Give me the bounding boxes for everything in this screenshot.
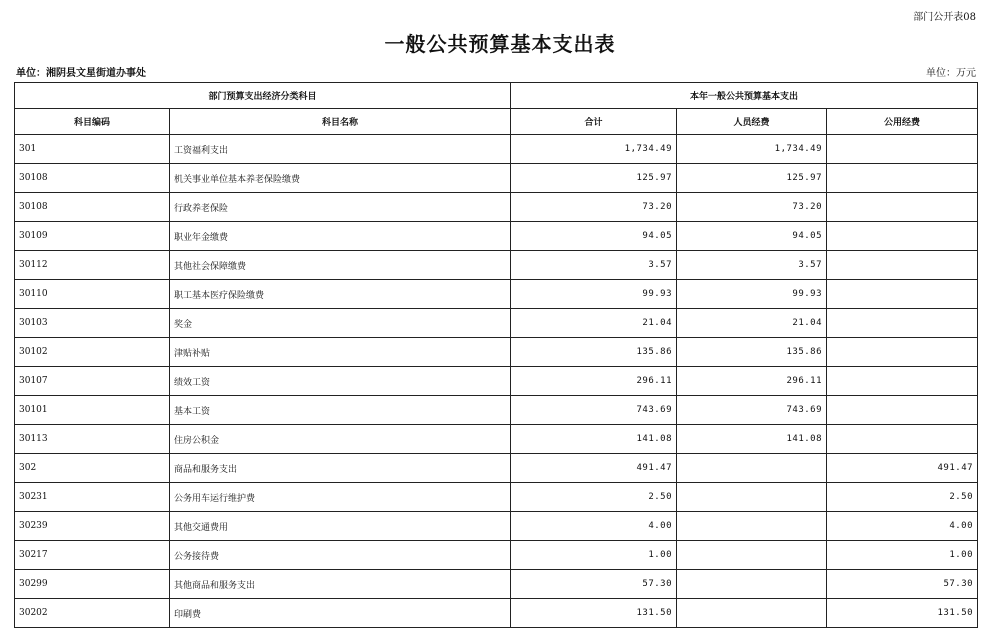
cell-code: 30112 [15,251,170,280]
cell-code: 301 [15,135,170,164]
cell-personnel [677,541,827,570]
table-row [15,135,978,164]
cell-public [827,367,978,396]
cell-name: 职业年金缴费 [170,222,511,251]
cell-code: 30108 [15,164,170,193]
table-row [15,570,978,599]
cell-code: 30217 [15,541,170,570]
cell-public [827,193,978,222]
cell-code: 30110 [15,280,170,309]
cell-public [827,164,978,193]
table-row [15,222,978,251]
cell-personnel: 743.69 [677,396,827,425]
cell-name: 印刷费 [170,599,511,628]
cell-name: 职工基本医疗保险缴费 [170,280,511,309]
table-row [15,309,978,338]
cell-name: 住房公积金 [170,425,511,454]
cell-personnel: 94.05 [677,222,827,251]
cell-total: 141.08 [511,425,677,454]
cell-name: 机关事业单位基本养老保险缴费 [170,164,511,193]
cell-total: 57.30 [511,570,677,599]
cell-personnel [677,512,827,541]
cell-public [827,222,978,251]
cell-total: 743.69 [511,396,677,425]
cell-public [827,135,978,164]
cell-total: 21.04 [511,309,677,338]
page-title: 一般公共预算基本支出表 [384,32,616,56]
cell-personnel: 99.93 [677,280,827,309]
table-row [15,599,978,628]
cell-public [827,280,978,309]
cell-public: 491.47 [827,454,978,483]
cell-total: 99.93 [511,280,677,309]
column-header-total: 合计 [511,109,677,135]
cell-code: 30108 [15,193,170,222]
cell-total: 2.50 [511,483,677,512]
cell-personnel: 73.20 [677,193,827,222]
table-row [15,396,978,425]
cell-personnel [677,570,827,599]
cell-public [827,396,978,425]
cell-total: 1,734.49 [511,135,677,164]
cell-public [827,425,978,454]
cell-code: 30107 [15,367,170,396]
cell-code: 30102 [15,338,170,367]
cell-public: 4.00 [827,512,978,541]
cell-public [827,338,978,367]
table-row [15,454,978,483]
cell-total: 491.47 [511,454,677,483]
cell-code: 30239 [15,512,170,541]
table-row [15,512,978,541]
cell-total: 4.00 [511,512,677,541]
cell-code: 302 [15,454,170,483]
cell-public: 57.30 [827,570,978,599]
table-row [15,338,978,367]
cell-name: 其他商品和服务支出 [170,570,511,599]
cell-name: 公务用车运行维护费 [170,483,511,512]
cell-total: 125.97 [511,164,677,193]
cell-total: 131.50 [511,599,677,628]
table-row [15,483,978,512]
table-header [15,83,978,135]
classification-group-header: 部门预算支出经济分类科目 [15,83,511,109]
cell-code: 30113 [15,425,170,454]
cell-name: 津贴补贴 [170,338,511,367]
cell-name: 奖金 [170,309,511,338]
cell-name: 基本工资 [170,396,511,425]
cell-code: 30109 [15,222,170,251]
expenditure-group-header: 本年一般公共预算基本支出 [511,83,978,109]
column-header-personnel: 人员经费 [677,109,827,135]
cell-public: 1.00 [827,541,978,570]
cell-code: 30101 [15,396,170,425]
cell-personnel: 1,734.49 [677,135,827,164]
document-code: 部门公开表08 [913,12,976,23]
cell-name: 工资福利支出 [170,135,511,164]
cell-total: 296.11 [511,367,677,396]
currency-unit: 单位：万元 [926,68,976,79]
cell-total: 1.00 [511,541,677,570]
cell-total: 94.05 [511,222,677,251]
cell-code: 30299 [15,570,170,599]
group-header-row [15,83,978,109]
cell-public: 131.50 [827,599,978,628]
cell-public: 2.50 [827,483,978,512]
reporting-unit: 单位：湘阴县文星街道办事处 [16,68,146,79]
table-row [15,541,978,570]
cell-name: 商品和服务支出 [170,454,511,483]
table-body [15,135,978,628]
cell-personnel: 3.57 [677,251,827,280]
table-row [15,425,978,454]
budget-table [14,82,978,628]
cell-name: 绩效工资 [170,367,511,396]
cell-name: 行政养老保险 [170,193,511,222]
column-header-code: 科目编码 [15,109,170,135]
cell-personnel [677,483,827,512]
cell-name: 公务接待费 [170,541,511,570]
cell-personnel: 296.11 [677,367,827,396]
cell-name: 其他交通费用 [170,512,511,541]
cell-total: 3.57 [511,251,677,280]
column-header-public: 公用经费 [827,109,978,135]
table-row [15,280,978,309]
cell-code: 30231 [15,483,170,512]
cell-public [827,251,978,280]
cell-personnel: 125.97 [677,164,827,193]
cell-code: 30202 [15,599,170,628]
table-row [15,367,978,396]
cell-total: 135.86 [511,338,677,367]
column-header-row [15,109,978,135]
table-row [15,164,978,193]
table-row [15,193,978,222]
cell-personnel: 135.86 [677,338,827,367]
column-header-name: 科目名称 [170,109,511,135]
cell-public [827,309,978,338]
cell-personnel: 141.08 [677,425,827,454]
cell-personnel [677,599,827,628]
cell-code: 30103 [15,309,170,338]
cell-total: 73.20 [511,193,677,222]
cell-name: 其他社会保障缴费 [170,251,511,280]
table-row [15,251,978,280]
cell-personnel: 21.04 [677,309,827,338]
cell-personnel [677,454,827,483]
